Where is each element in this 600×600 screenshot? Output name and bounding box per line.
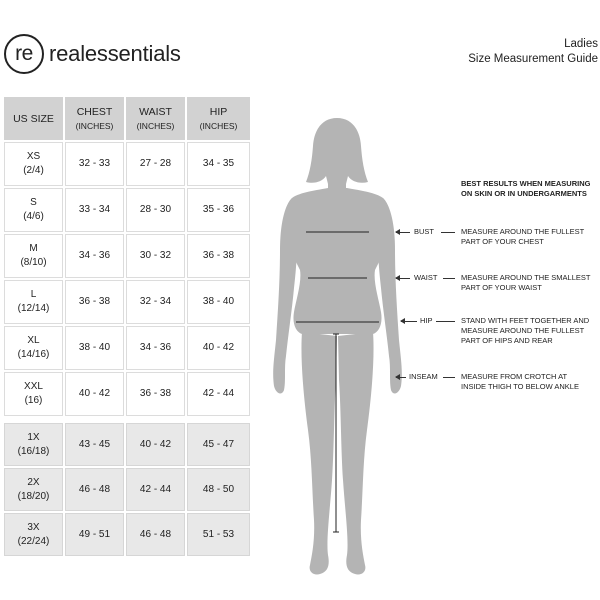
size-label: 2X xyxy=(27,476,40,488)
desc-line: PART OF HIPS AND REAR xyxy=(461,336,553,345)
size-alt: (12/14) xyxy=(17,303,50,314)
waist-cell: 36 - 38 xyxy=(126,372,185,416)
table-row xyxy=(4,423,250,466)
guide-heading xyxy=(468,37,598,67)
desc-line: MEASURE AROUND THE FULLEST xyxy=(461,326,585,335)
size-label: L xyxy=(30,289,37,300)
header-label: US SIZE xyxy=(13,112,54,125)
size-cell xyxy=(4,468,63,511)
table-header-row xyxy=(4,97,250,140)
hip-cell: 35 - 36 xyxy=(187,188,250,232)
hip-description xyxy=(461,316,589,346)
waist-connector xyxy=(443,278,455,279)
chest-cell: 46 - 48 xyxy=(65,468,124,511)
bust-arrow-icon xyxy=(396,232,410,233)
desc-line: PART OF YOUR CHEST xyxy=(461,237,544,246)
hip-cell: 38 - 40 xyxy=(187,280,250,324)
hip-cell: 34 - 35 xyxy=(187,142,250,186)
size-label: 3X xyxy=(27,521,40,533)
chest-cell: 38 - 40 xyxy=(65,326,124,370)
header-unit: (INCHES) xyxy=(199,120,238,131)
chest-cell: 34 - 36 xyxy=(65,234,124,278)
size-cell xyxy=(4,234,63,278)
waist-cell: 27 - 28 xyxy=(126,142,185,186)
header-label: CHEST xyxy=(76,105,113,118)
size-alt: (22/24) xyxy=(17,535,50,547)
size-cell xyxy=(4,423,63,466)
heading-line-2: Size Measurement Guide xyxy=(468,53,598,65)
header-hip xyxy=(187,97,250,140)
hip-cell: 36 - 38 xyxy=(187,234,250,278)
logo-wordmark: realessentials xyxy=(49,41,181,66)
waist-cell: 28 - 30 xyxy=(126,188,185,232)
table-row xyxy=(4,142,250,186)
size-alt: (8/10) xyxy=(20,257,47,268)
hip-connector xyxy=(436,321,455,322)
size-label: XXL xyxy=(24,381,43,392)
desc-line: STAND WITH FEET TOGETHER AND xyxy=(461,316,590,325)
size-cell xyxy=(4,280,63,324)
desc-line: PART OF YOUR WAIST xyxy=(461,283,542,292)
brand-logo xyxy=(4,34,181,74)
size-cell xyxy=(4,513,63,556)
desc-line: MEASURE FROM CROTCH AT xyxy=(461,372,568,381)
inseam-label: INSEAM xyxy=(409,372,438,381)
size-label: S xyxy=(30,197,37,208)
table-row xyxy=(4,326,250,370)
chest-cell: 49 - 51 xyxy=(65,513,124,556)
heading-line-1: Ladies xyxy=(564,38,598,50)
tip-line-2: ON SKIN OR IN UNDERGARMENTS xyxy=(461,189,587,198)
bust-description xyxy=(461,227,584,247)
waist-cell: 30 - 32 xyxy=(126,234,185,278)
size-label: XS xyxy=(26,151,41,162)
header-label: WAIST xyxy=(139,105,172,118)
bust-label: BUST xyxy=(414,227,435,236)
inseam-arrow-icon xyxy=(396,377,406,378)
size-alt: (4/6) xyxy=(23,211,44,222)
hip-cell: 40 - 42 xyxy=(187,326,250,370)
waist-cell: 34 - 36 xyxy=(126,326,185,370)
header-label: HIP xyxy=(209,105,228,118)
table-row xyxy=(4,372,250,416)
standard-size-rows xyxy=(4,142,250,416)
chest-cell: 43 - 45 xyxy=(65,423,124,466)
size-cell xyxy=(4,142,63,186)
header-us-size xyxy=(4,97,63,140)
chest-cell: 40 - 42 xyxy=(65,372,124,416)
logo-mark: re xyxy=(4,34,44,74)
header-unit: (INCHES) xyxy=(136,120,175,131)
waist-cell: 40 - 42 xyxy=(126,423,185,466)
size-alt: (2/4) xyxy=(23,165,44,176)
hip-arrow-icon xyxy=(401,321,417,322)
tip-line-1: BEST RESULTS WHEN MEASURING xyxy=(461,179,591,188)
hip-cell: 51 - 53 xyxy=(187,513,250,556)
table-row xyxy=(4,188,250,232)
waist-cell: 32 - 34 xyxy=(126,280,185,324)
chest-cell: 32 - 33 xyxy=(65,142,124,186)
size-chart-table xyxy=(4,97,250,558)
hip-cell: 42 - 44 xyxy=(187,372,250,416)
size-label: XL xyxy=(27,335,40,346)
waist-cell: 42 - 44 xyxy=(126,468,185,511)
size-cell xyxy=(4,372,63,416)
waist-description xyxy=(461,273,590,293)
size-label: 1X xyxy=(27,431,40,443)
size-alt: (16/18) xyxy=(17,445,50,457)
table-row xyxy=(4,513,250,556)
hip-cell: 45 - 47 xyxy=(187,423,250,466)
waist-arrow-icon xyxy=(396,278,410,279)
size-alt: (18/20) xyxy=(17,490,50,502)
size-cell xyxy=(4,188,63,232)
waist-label: WAIST xyxy=(414,273,438,282)
measuring-tip xyxy=(461,179,590,199)
table-row xyxy=(4,234,250,278)
header-chest xyxy=(65,97,124,140)
waist-cell: 46 - 48 xyxy=(126,513,185,556)
chest-cell: 36 - 38 xyxy=(65,280,124,324)
body-silhouette xyxy=(270,110,405,580)
inseam-connector xyxy=(443,377,455,378)
plus-size-rows xyxy=(4,423,250,556)
header-waist xyxy=(126,97,185,140)
header-unit: (INCHES) xyxy=(75,120,114,131)
size-cell xyxy=(4,326,63,370)
table-row xyxy=(4,468,250,511)
table-row xyxy=(4,280,250,324)
chest-cell: 33 - 34 xyxy=(65,188,124,232)
desc-line: MEASURE AROUND THE FULLEST xyxy=(461,227,585,236)
desc-line: MEASURE AROUND THE SMALLEST xyxy=(461,273,591,282)
size-alt: (16) xyxy=(24,395,43,406)
hip-label: HIP xyxy=(420,316,433,325)
desc-line: INSIDE THIGH TO BELOW ANKLE xyxy=(461,382,579,391)
inseam-description xyxy=(461,372,579,392)
size-alt: (14/16) xyxy=(17,349,50,360)
size-label: M xyxy=(29,243,38,254)
bust-connector xyxy=(441,232,455,233)
hip-cell: 48 - 50 xyxy=(187,468,250,511)
